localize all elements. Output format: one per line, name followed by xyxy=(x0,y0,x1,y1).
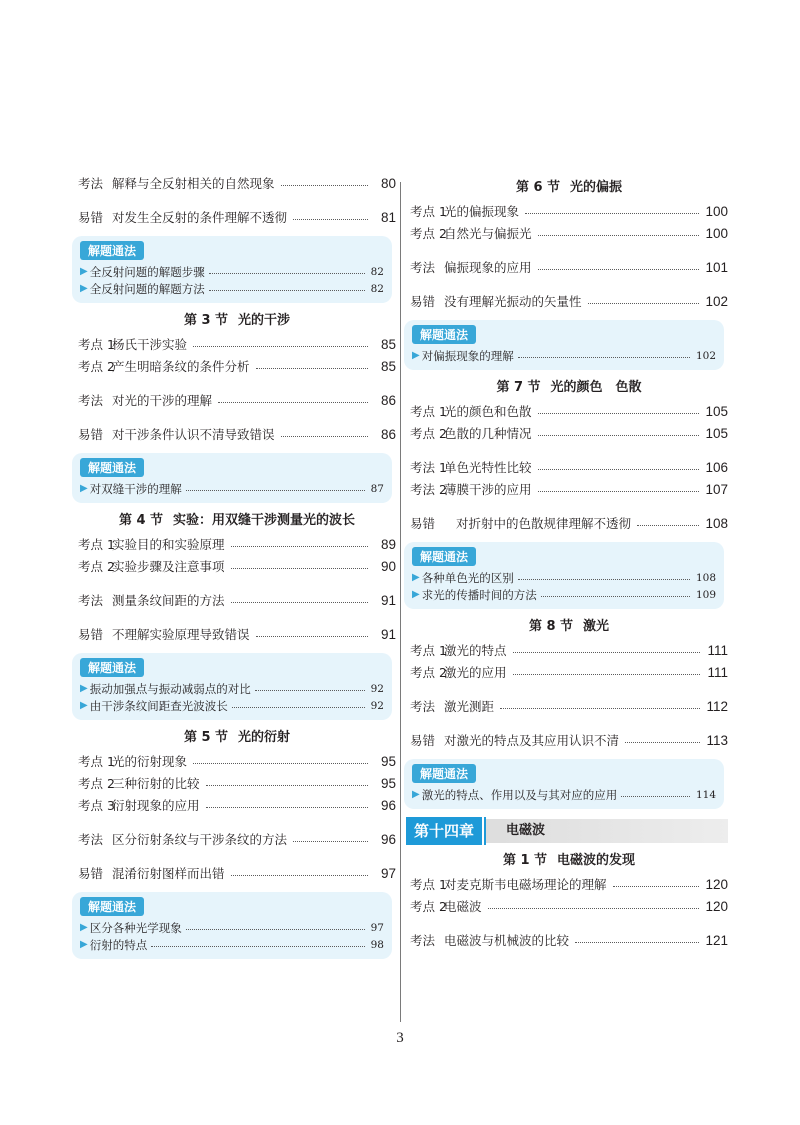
toc-entry[interactable]: 考点 1 实验目的和实验原理 89 xyxy=(78,536,396,552)
method-box xyxy=(72,892,392,959)
toc-entry[interactable]: 考点 1 光的偏振现象 100 xyxy=(410,203,728,219)
method-item[interactable]: ▶ 衍射的特点 98 xyxy=(80,937,384,952)
toc-entry[interactable]: 考点 1 光的衍射现象 95 xyxy=(78,753,396,769)
triangle-icon: ▶ xyxy=(412,572,420,583)
triangle-icon: ▶ xyxy=(412,350,420,361)
toc-entry[interactable]: 易错 对发生全反射的条件理解不透彻 81 xyxy=(78,209,396,225)
column-divider xyxy=(400,182,401,1022)
triangle-icon: ▶ xyxy=(80,283,88,294)
method-box xyxy=(404,320,724,370)
toc-entry[interactable]: 考法 区分衍射条纹与干涉条纹的方法 96 xyxy=(78,831,396,847)
toc-entry[interactable]: 考点 2 产生明暗条纹的条件分析 85 xyxy=(78,358,396,374)
toc-entry[interactable]: 易错 没有理解光振动的矢量性 102 xyxy=(410,293,728,309)
toc-entry[interactable]: 考点 1 杨氏干涉实验 85 xyxy=(78,336,396,352)
toc-entry[interactable]: 考点 2 三种衍射的比较 95 xyxy=(78,775,396,791)
toc-entry[interactable]: 考法 1 单色光特性比较 106 xyxy=(410,459,728,475)
method-item[interactable]: ▶ 对双缝干涉的理解 87 xyxy=(80,481,384,496)
method-item[interactable]: ▶ 振动加强点与振动减弱点的对比 92 xyxy=(80,681,384,696)
section-title: 第 5 节 光的衍射 xyxy=(183,730,291,745)
chapter-title: 电磁波 xyxy=(506,823,546,838)
method-label: 解题通法 xyxy=(80,458,144,477)
toc-entry[interactable]: 考点 1 光的颜色和色散 105 xyxy=(410,403,728,419)
toc-entry[interactable]: 易错 混淆衍射图样而出错 97 xyxy=(78,865,396,881)
method-label: 解题通法 xyxy=(80,897,144,916)
method-label: 解题通法 xyxy=(412,547,476,566)
toc-entry[interactable]: 考法 激光测距 112 xyxy=(410,698,728,714)
toc-entry[interactable]: 考点 1 对麦克斯韦电磁场理论的理解 120 xyxy=(410,876,728,892)
toc-entry[interactable]: 考法 对光的干涉的理解 86 xyxy=(78,392,396,408)
toc-entry[interactable]: 易错 对折射中的色散规律理解不透彻 108 xyxy=(410,515,728,531)
toc-entry[interactable]: 考点 3 衍射现象的应用 96 xyxy=(78,797,396,813)
method-label: 解题通法 xyxy=(412,764,476,783)
method-box xyxy=(72,236,392,303)
method-item[interactable]: ▶ 区分各种光学现象 97 xyxy=(80,920,384,935)
section-title: 第 3 节 光的干涉 xyxy=(183,313,291,328)
section-title: 第 7 节 光的颜色 色散 xyxy=(496,380,642,395)
toc-entry[interactable]: 考法 2 薄膜干涉的应用 107 xyxy=(410,481,728,497)
method-item[interactable]: ▶ 全反射问题的解题步骤 82 xyxy=(80,264,384,279)
method-box xyxy=(72,653,392,720)
toc-entry[interactable]: 考法 解释与全反射相关的自然现象 80 xyxy=(78,175,396,191)
section-title: 第 8 节 激光 xyxy=(528,619,610,634)
section-title: 第 1 节 电磁波的发现 xyxy=(502,853,636,868)
right-column xyxy=(410,172,728,951)
toc-entry[interactable]: 考法 偏振现象的应用 101 xyxy=(410,259,728,275)
page-number: 3 xyxy=(396,1030,404,1046)
triangle-icon: ▶ xyxy=(80,922,88,933)
toc-entry[interactable]: 易错 不理解实验原理导致错误 91 xyxy=(78,626,396,642)
section-title: 第 4 节 实验：用双缝干涉测量光的波长 xyxy=(118,513,356,528)
toc-entry[interactable]: 考法 测量条纹间距的方法 91 xyxy=(78,592,396,608)
toc-entry[interactable]: 考点 2 电磁波 120 xyxy=(410,898,728,914)
method-item[interactable]: ▶ 激光的特点、作用以及与其对应的应用 114 xyxy=(412,787,716,802)
method-label: 解题通法 xyxy=(80,658,144,677)
method-item[interactable]: ▶ 全反射问题的解题方法 82 xyxy=(80,281,384,296)
triangle-icon: ▶ xyxy=(80,683,88,694)
method-label: 解题通法 xyxy=(80,241,144,260)
chapter-header xyxy=(406,819,728,843)
method-box xyxy=(72,453,392,503)
triangle-icon: ▶ xyxy=(80,483,88,494)
method-item[interactable]: ▶ 求光的传播时间的方法 109 xyxy=(412,587,716,602)
method-item[interactable]: ▶ 对偏振现象的理解 102 xyxy=(412,348,716,363)
toc-entry[interactable]: 易错 对干涉条件认识不清导致错误 86 xyxy=(78,426,396,442)
method-box xyxy=(404,542,724,609)
method-item[interactable]: ▶ 由干涉条纹间距查光波波长 92 xyxy=(80,698,384,713)
left-column xyxy=(78,172,396,965)
triangle-icon: ▶ xyxy=(412,589,420,600)
method-label: 解题通法 xyxy=(412,325,476,344)
toc-entry[interactable]: 易错 对激光的特点及其应用认识不清 113 xyxy=(410,732,728,748)
method-item[interactable]: ▶ 各种单色光的区别 108 xyxy=(412,570,716,585)
section-title: 第 6 节 光的偏振 xyxy=(515,180,623,195)
toc-entry[interactable]: 考点 2 激光的应用 111 xyxy=(410,664,728,680)
method-box xyxy=(404,759,724,809)
chapter-label: 第十四章 xyxy=(406,817,482,845)
toc-entry[interactable]: 考点 2 自然光与偏振光 100 xyxy=(410,225,728,241)
triangle-icon: ▶ xyxy=(80,939,88,950)
triangle-icon: ▶ xyxy=(412,789,420,800)
toc-entry[interactable]: 考点 2 色散的几种情况 105 xyxy=(410,425,728,441)
triangle-icon: ▶ xyxy=(80,700,88,711)
toc-entry[interactable]: 考法 电磁波与机械波的比较 121 xyxy=(410,932,728,948)
triangle-icon: ▶ xyxy=(80,266,88,277)
toc-entry[interactable]: 考点 1 激光的特点 111 xyxy=(410,642,728,658)
toc-entry[interactable]: 考点 2 实验步骤及注意事项 90 xyxy=(78,558,396,574)
